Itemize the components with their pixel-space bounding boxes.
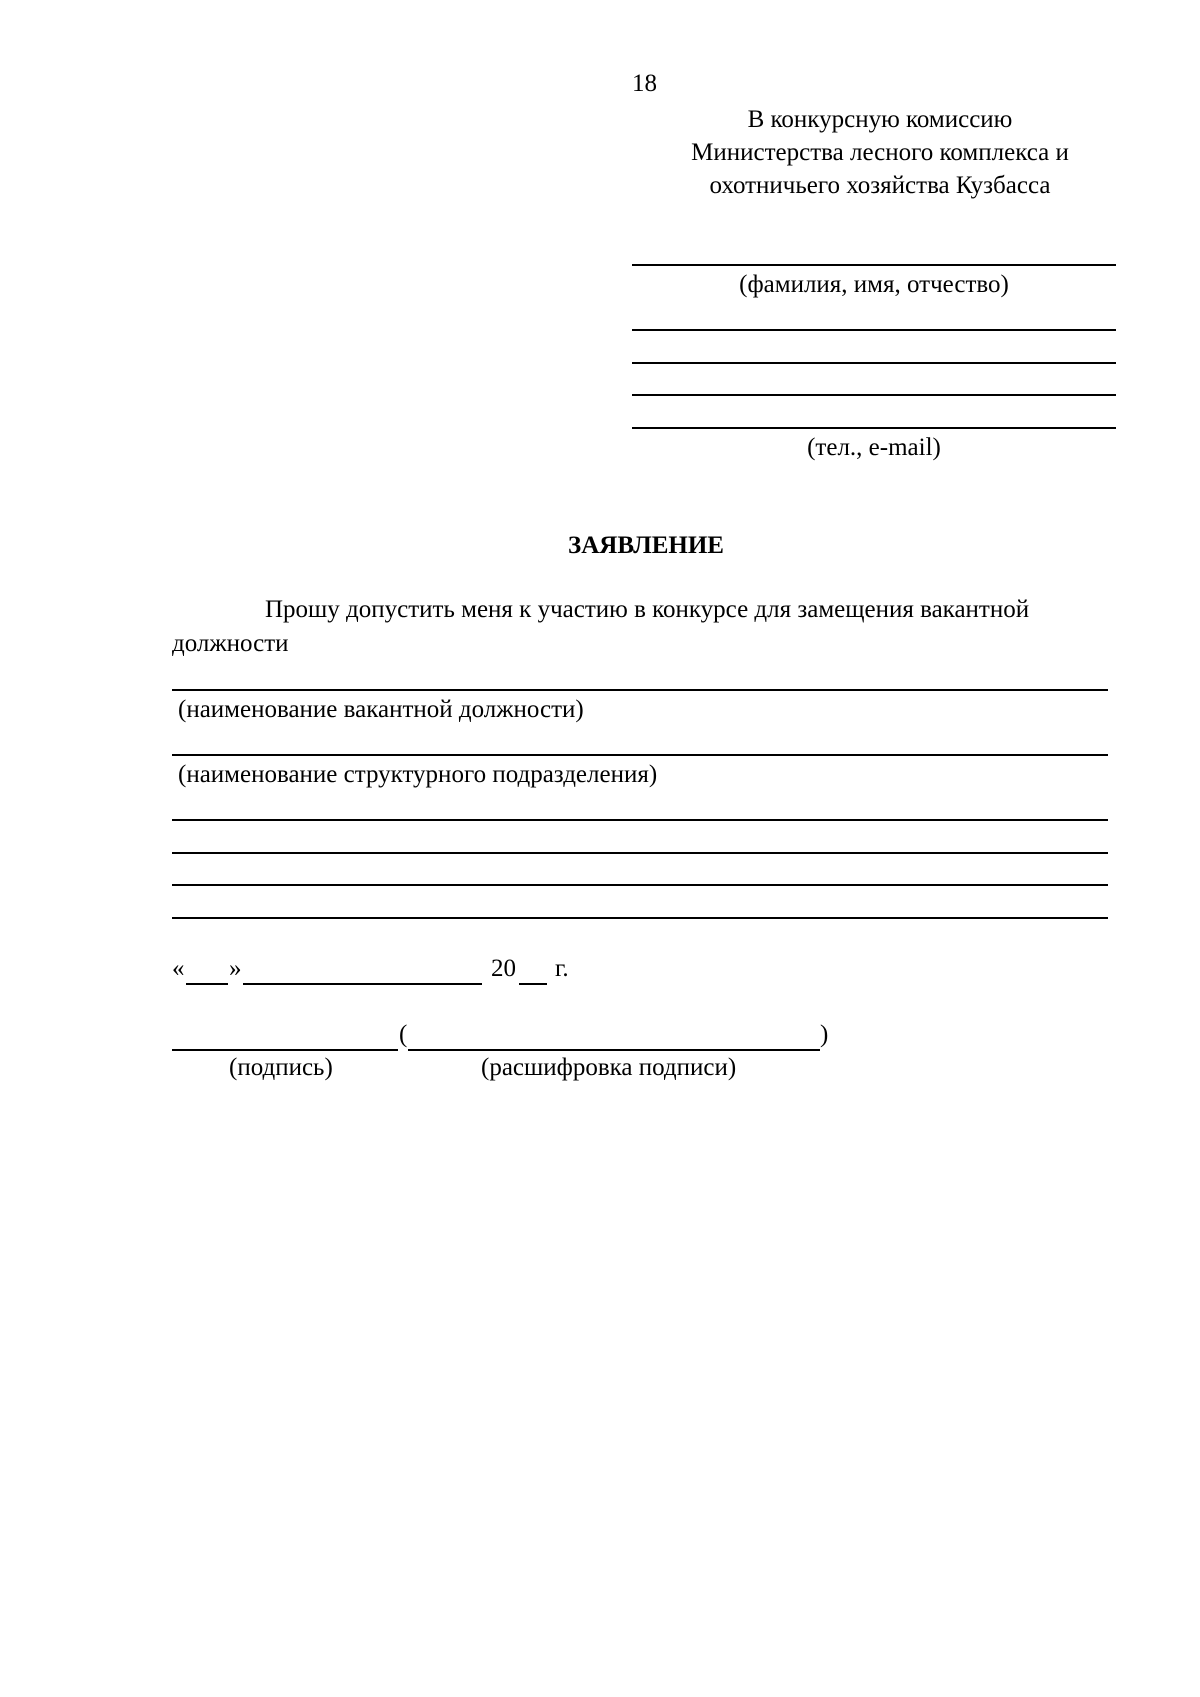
date-year-prefix: 20 bbox=[491, 955, 516, 982]
signature-transcript-field[interactable] bbox=[408, 1049, 820, 1051]
addressee-line-2: Министерства лесного комплекса и bbox=[691, 139, 1069, 166]
document-title: ЗАЯВЛЕНИЕ bbox=[568, 532, 724, 559]
position-name-field[interactable] bbox=[172, 689, 1108, 691]
date-open-quote: « bbox=[172, 955, 185, 982]
body-text-line-1: Прошу допустить меня к участию в конкурсе для замещения вакантной bbox=[265, 596, 1030, 623]
signature-caption: (подпись) bbox=[229, 1054, 333, 1081]
applicant-contact-line-1[interactable] bbox=[632, 329, 1116, 331]
additional-line-4[interactable] bbox=[172, 917, 1108, 919]
applicant-name-field[interactable] bbox=[632, 264, 1116, 266]
additional-line-3[interactable] bbox=[172, 884, 1108, 886]
signature-transcript-caption: (расшифровка подписи) bbox=[481, 1054, 737, 1081]
date-year-suffix: г. bbox=[555, 955, 569, 982]
position-name-caption: (наименование вакантной должности) bbox=[178, 696, 584, 723]
signature-field[interactable] bbox=[172, 1049, 398, 1051]
page-number: 18 bbox=[632, 70, 657, 97]
body-text-line-2: должности bbox=[172, 630, 289, 657]
signature-open-paren: ( bbox=[399, 1021, 408, 1048]
department-name-caption: (наименование структурного подразделения) bbox=[178, 761, 658, 788]
applicant-contact-line-2[interactable] bbox=[632, 362, 1116, 364]
additional-line-1[interactable] bbox=[172, 819, 1108, 821]
signature-close-paren: ) bbox=[820, 1021, 829, 1048]
date-month-field[interactable] bbox=[243, 983, 482, 985]
department-name-field[interactable] bbox=[172, 754, 1108, 756]
additional-line-2[interactable] bbox=[172, 852, 1108, 854]
date-close-quote: » bbox=[229, 955, 242, 982]
addressee-line-1: В конкурсную комиссию bbox=[747, 106, 1013, 133]
applicant-contact-line-3[interactable] bbox=[632, 394, 1116, 396]
date-year-field[interactable] bbox=[519, 983, 547, 985]
date-day-field[interactable] bbox=[186, 983, 228, 985]
addressee-line-3: охотничьего хозяйства Кузбасса bbox=[709, 172, 1051, 199]
applicant-name-caption: (фамилия, имя, отчество) bbox=[739, 271, 1009, 298]
applicant-contact-caption: (тел., e-mail) bbox=[807, 434, 941, 461]
applicant-contact-line-4[interactable] bbox=[632, 427, 1116, 429]
